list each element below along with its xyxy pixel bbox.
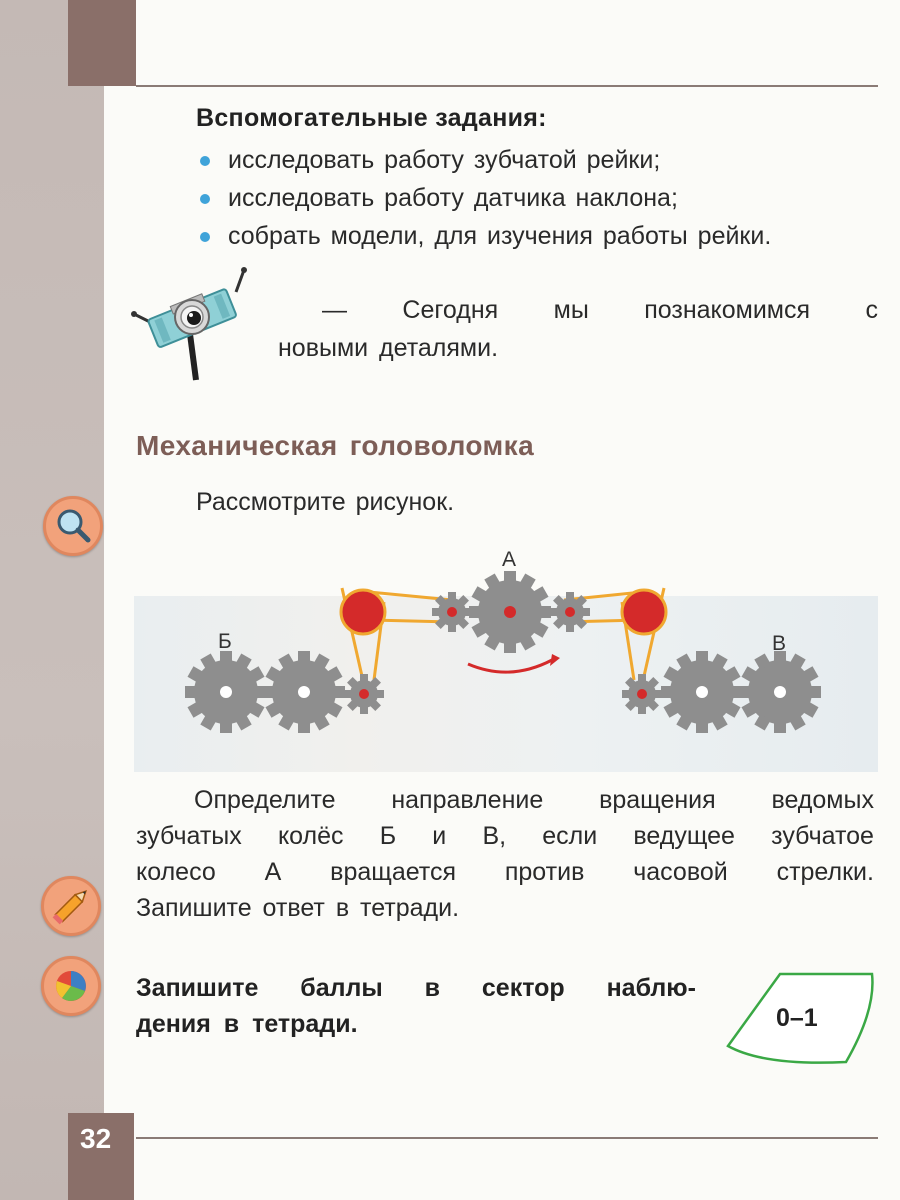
task-line: зубчатых колёс Б и В, если ведущее зубчатое (136, 822, 874, 850)
pencil-icon (41, 876, 101, 936)
sector-score: 0–1 (776, 1004, 818, 1032)
bullet-dot (200, 156, 210, 166)
score-instruction (136, 970, 696, 1042)
gear-mechanism-figure (134, 540, 878, 780)
page-number-box (68, 1113, 134, 1200)
aux-tasks-heading: Вспомогательные задания: (196, 104, 547, 132)
page-number: 32 (80, 1123, 112, 1154)
bottom-divider (136, 1137, 878, 1139)
instruction-text: Рассмотрите рисунок. (196, 488, 455, 516)
list-item: исследовать работу датчика наклона; (196, 182, 771, 220)
gear-label-v: В (772, 632, 787, 655)
magnifier-icon (43, 496, 103, 556)
left-margin-strip (0, 0, 104, 1200)
top-divider (136, 85, 878, 87)
score-line: дения в тетради. (136, 1010, 358, 1038)
aux-tasks-list (196, 144, 771, 258)
pie-chart-icon (41, 956, 101, 1016)
intro-line-1: — Сегодня мы познакомимся с (322, 296, 878, 324)
task-line: Запишите ответ в тетради. (136, 894, 460, 922)
score-line: Запишите баллы в сектор наблю- (136, 974, 696, 1002)
top-color-tab (68, 0, 136, 86)
robot-mascot (130, 262, 250, 384)
task-paragraph (136, 782, 874, 926)
list-item: исследовать работу зубчатой рейки; (196, 144, 771, 182)
task-line: Определите направление вращения ведомых (194, 786, 874, 814)
list-item: собрать модели, для изучения работы рейки. (196, 220, 771, 258)
task-line: колесо А вращается против часовой стрелки. (136, 858, 874, 886)
gear-label-b: Б (218, 630, 232, 653)
bullet-dot (200, 232, 210, 242)
bullet-dot (200, 194, 210, 204)
intro-line-2: новыми деталями. (278, 334, 499, 362)
gear-label-a: А (502, 548, 517, 571)
section-title: Механическая головоломка (136, 430, 535, 461)
